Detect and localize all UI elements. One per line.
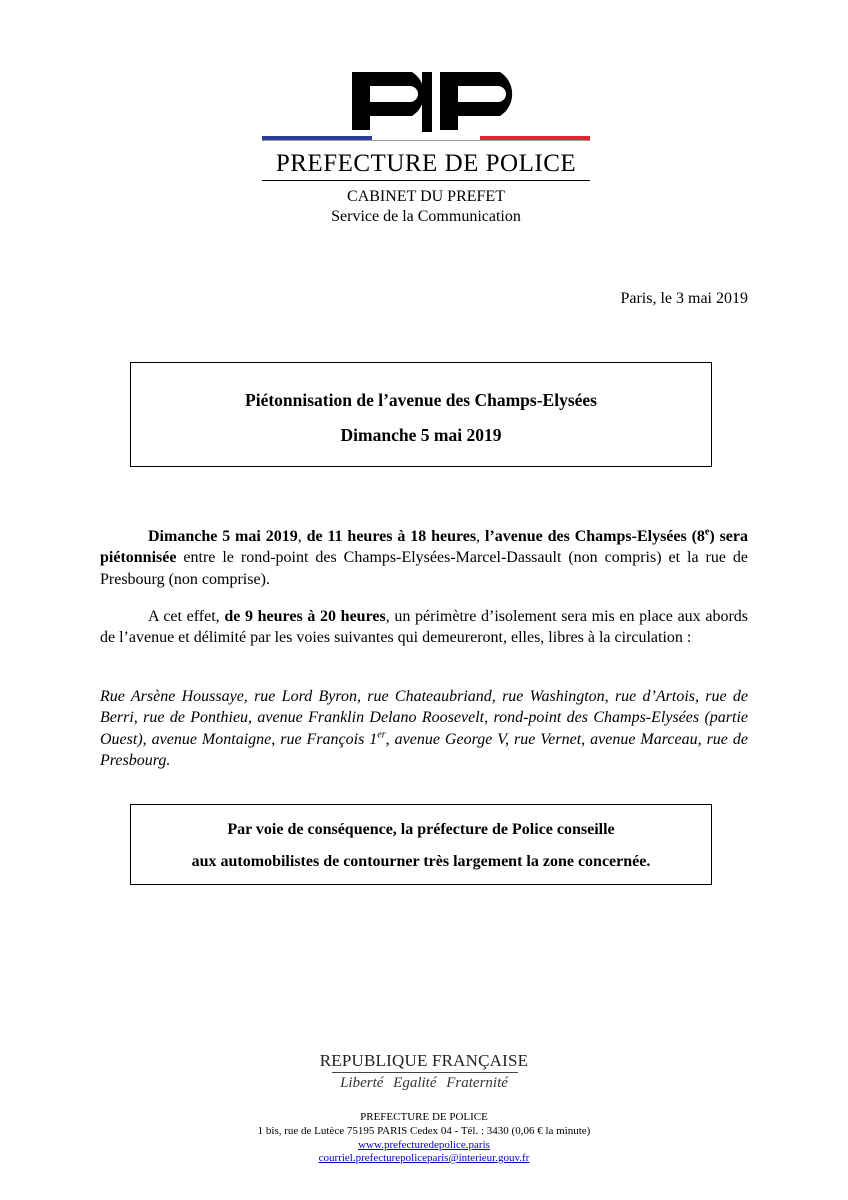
p2-start: A cet effet, — [148, 608, 225, 625]
p1-rest: entre le rond-point des Champs-Elysées-Marcel-Dassault (non compris) et la rue de Presbourg (non comprise). — [100, 549, 748, 588]
service-label: Service de la Communication — [331, 208, 521, 225]
website-link[interactable]: www.prefecturedepolice.paris — [358, 1139, 490, 1151]
p1-sep2: , — [476, 528, 485, 545]
header-divider — [262, 180, 590, 181]
paragraph-2 — [100, 606, 748, 649]
p1-pedestrian: ) sera piétonnisée — [100, 528, 748, 567]
advice-line-1: Par voie de conséquence, la préfecture de Police conseille — [227, 821, 615, 838]
document-title: Piétonnisation de l’avenue des Champs-Elysées — [245, 390, 597, 410]
cabinet-block — [262, 187, 590, 227]
cabinet-label: CABINET DU PREFET — [347, 188, 505, 205]
republic-motto: Liberté Egalité Fraternité — [340, 1075, 508, 1091]
advice-line-2: aux automobilistes de contourner très largement la zone concernée. — [191, 853, 651, 870]
p2-hours: de 9 heures à 20 heures — [224, 608, 386, 625]
footer-org: PREFECTURE DE POLICE — [360, 1111, 488, 1123]
p1-sep1: , — [297, 528, 307, 545]
document-subtitle: Dimanche 5 mai 2019 — [340, 425, 502, 445]
paragraph-1 — [100, 526, 748, 590]
p3-sup: er — [377, 729, 386, 741]
pp-monogram-icon — [262, 64, 590, 144]
republic-label: REPUBLIQUE FRANÇAISE — [319, 1051, 529, 1070]
footer-email-link[interactable] — [200, 1151, 648, 1165]
p1-hours: de 11 heures à 18 heures — [306, 528, 477, 545]
footer-website-link[interactable] — [200, 1138, 648, 1152]
prefecture-logo — [262, 64, 590, 144]
p3-streets: Rue Arsène Houssaye, rue Lord Byron, rue Chateaubriand, rue Washington, rue d’Artois, rue de Berri, rue de Ponthieu, avenue Franklin Delano Roosevelt, rond-point des Champs-Elysées (partie Ouest), avenue Montaigne, rue François 1 — [100, 688, 748, 748]
title-box — [130, 362, 712, 467]
p1-date: Dimanche 5 mai 2019 — [148, 528, 298, 545]
p1-avenue: l’avenue des Champs-Elysées (8 — [484, 528, 705, 545]
p1-sup: e — [704, 526, 710, 538]
organization-title: PREFECTURE DE POLICE — [275, 150, 577, 177]
footer-divider — [332, 1072, 518, 1073]
email-link[interactable]: courriel.prefecturepoliceparis@interieur.gouv.fr — [318, 1152, 530, 1164]
advice-box — [130, 804, 712, 885]
p3-streets-end: , avenue George V, rue Vernet, avenue Marceau, rue de Presbourg. — [100, 730, 748, 769]
footer-address: 1 bis, rue de Lutèce 75195 PARIS Cedex 04 - Tél. : 3430 (0,06 € la minute) — [257, 1125, 591, 1137]
street-list — [100, 686, 748, 771]
document-date: Paris, le 3 mai 2019 — [620, 290, 748, 307]
p2-rest: , un périmètre d’isolement sera mis en place aux abords de l’avenue et délimité par les voies suivantes qui demeureront, elles, libres à la circulation : — [100, 608, 748, 647]
